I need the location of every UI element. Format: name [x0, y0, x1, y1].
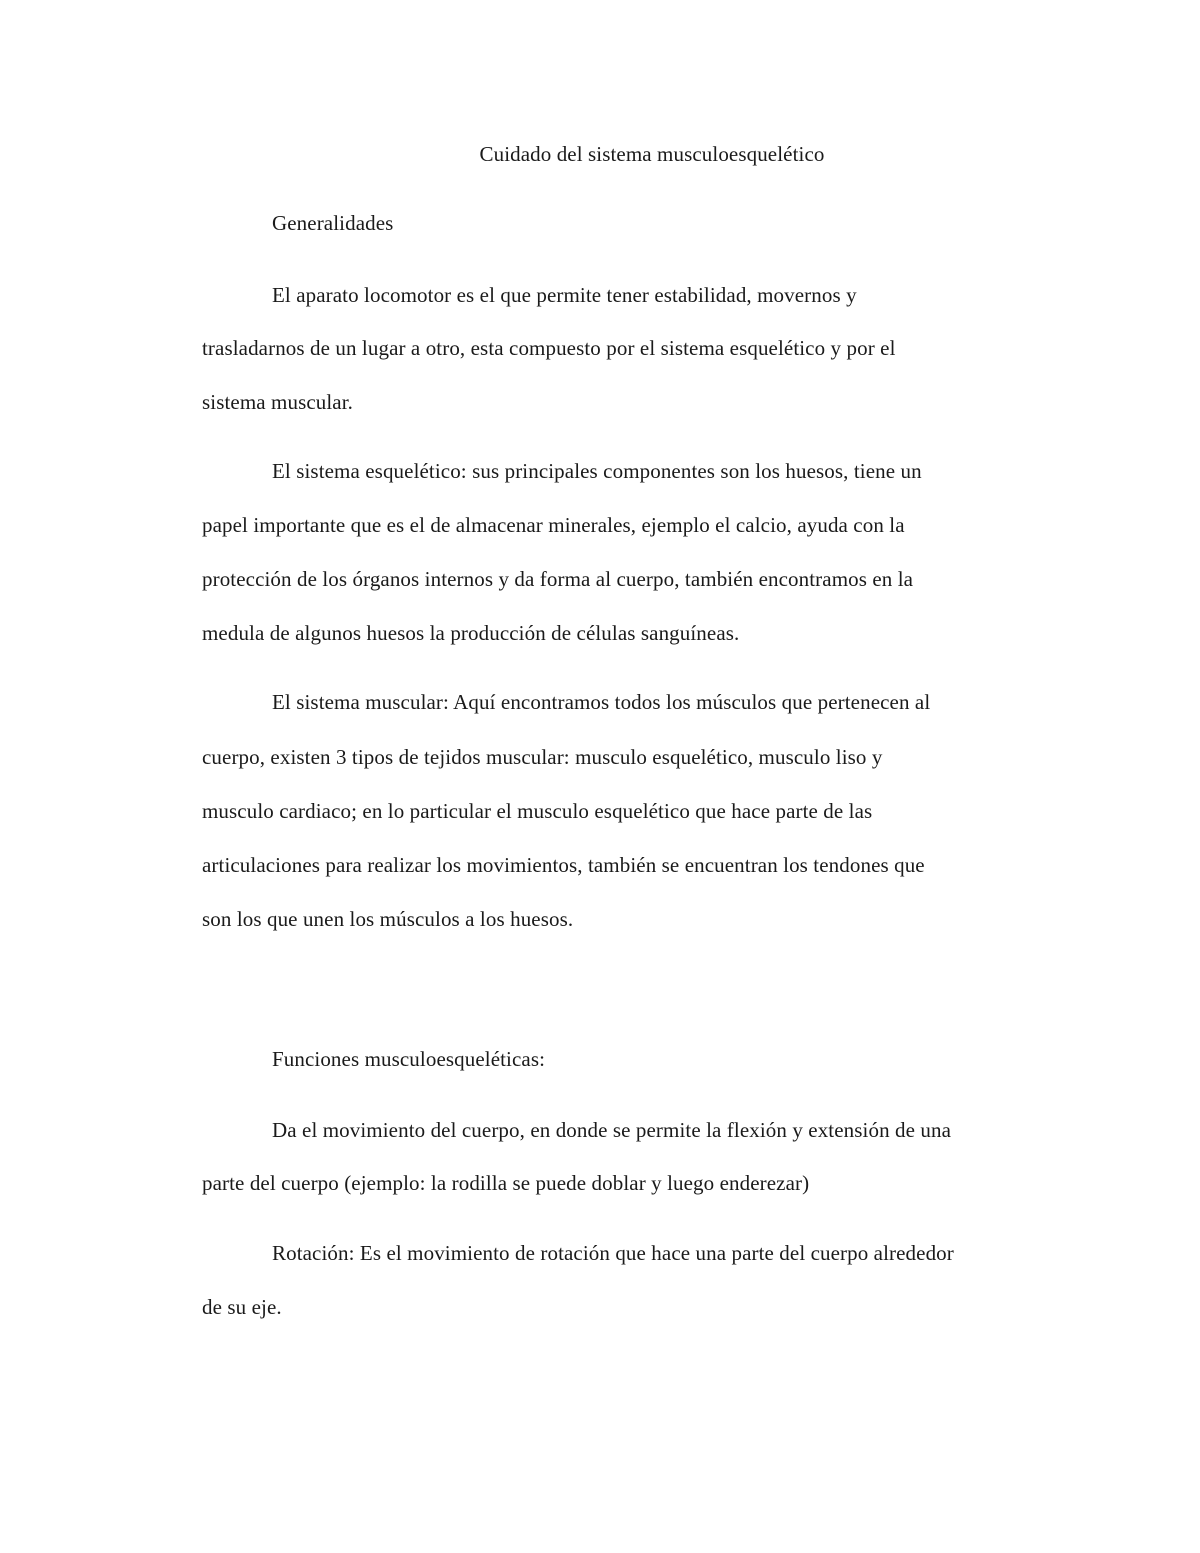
paragraph-line: son los que unen los músculos a los huesos.: [202, 907, 574, 931]
paragraph-line: musculo cardiaco; en lo particular el musculo esquelético que hace parte de las: [202, 799, 873, 823]
paragraph-line: El sistema muscular: Aquí encontramos todos los músculos que pertenecen al: [272, 690, 931, 714]
paragraph-line: medula de algunos huesos la producción de células sanguíneas.: [202, 621, 740, 645]
paragraph-line: parte del cuerpo (ejemplo: la rodilla se puede doblar y luego enderezar): [202, 1171, 810, 1195]
section-heading-generalidades: Generalidades: [272, 211, 394, 235]
document-title: Cuidado del sistema musculoesquelético: [479, 142, 825, 166]
paragraph-line: de su eje.: [202, 1295, 282, 1319]
paragraph-line: El sistema esquelético: sus principales componentes son los huesos, tiene un: [272, 459, 922, 483]
paragraph-line: Da el movimiento del cuerpo, en donde se permite la flexión y extensión de una: [272, 1118, 952, 1142]
section-heading-funciones: Funciones musculoesqueléticas:: [272, 1047, 546, 1071]
paragraph-line: Rotación: Es el movimiento de rotación que hace una parte del cuerpo alrededor: [272, 1241, 954, 1265]
paragraph-line: cuerpo, existen 3 tipos de tejidos muscular: musculo esquelético, musculo liso y: [202, 745, 883, 769]
paragraph-line: papel importante que es el de almacenar minerales, ejemplo el calcio, ayuda con la: [202, 513, 905, 537]
paragraph-line: protección de los órganos internos y da forma al cuerpo, también encontramos en la: [202, 567, 914, 591]
paragraph-line: articulaciones para realizar los movimientos, también se encuentran los tendones que: [202, 853, 925, 877]
paragraph-line: sistema muscular.: [202, 390, 354, 414]
paragraph-line: trasladarnos de un lugar a otro, esta compuesto por el sistema esquelético y por el: [202, 336, 896, 360]
paragraph-line: El aparato locomotor es el que permite tener estabilidad, movernos y: [272, 283, 857, 307]
